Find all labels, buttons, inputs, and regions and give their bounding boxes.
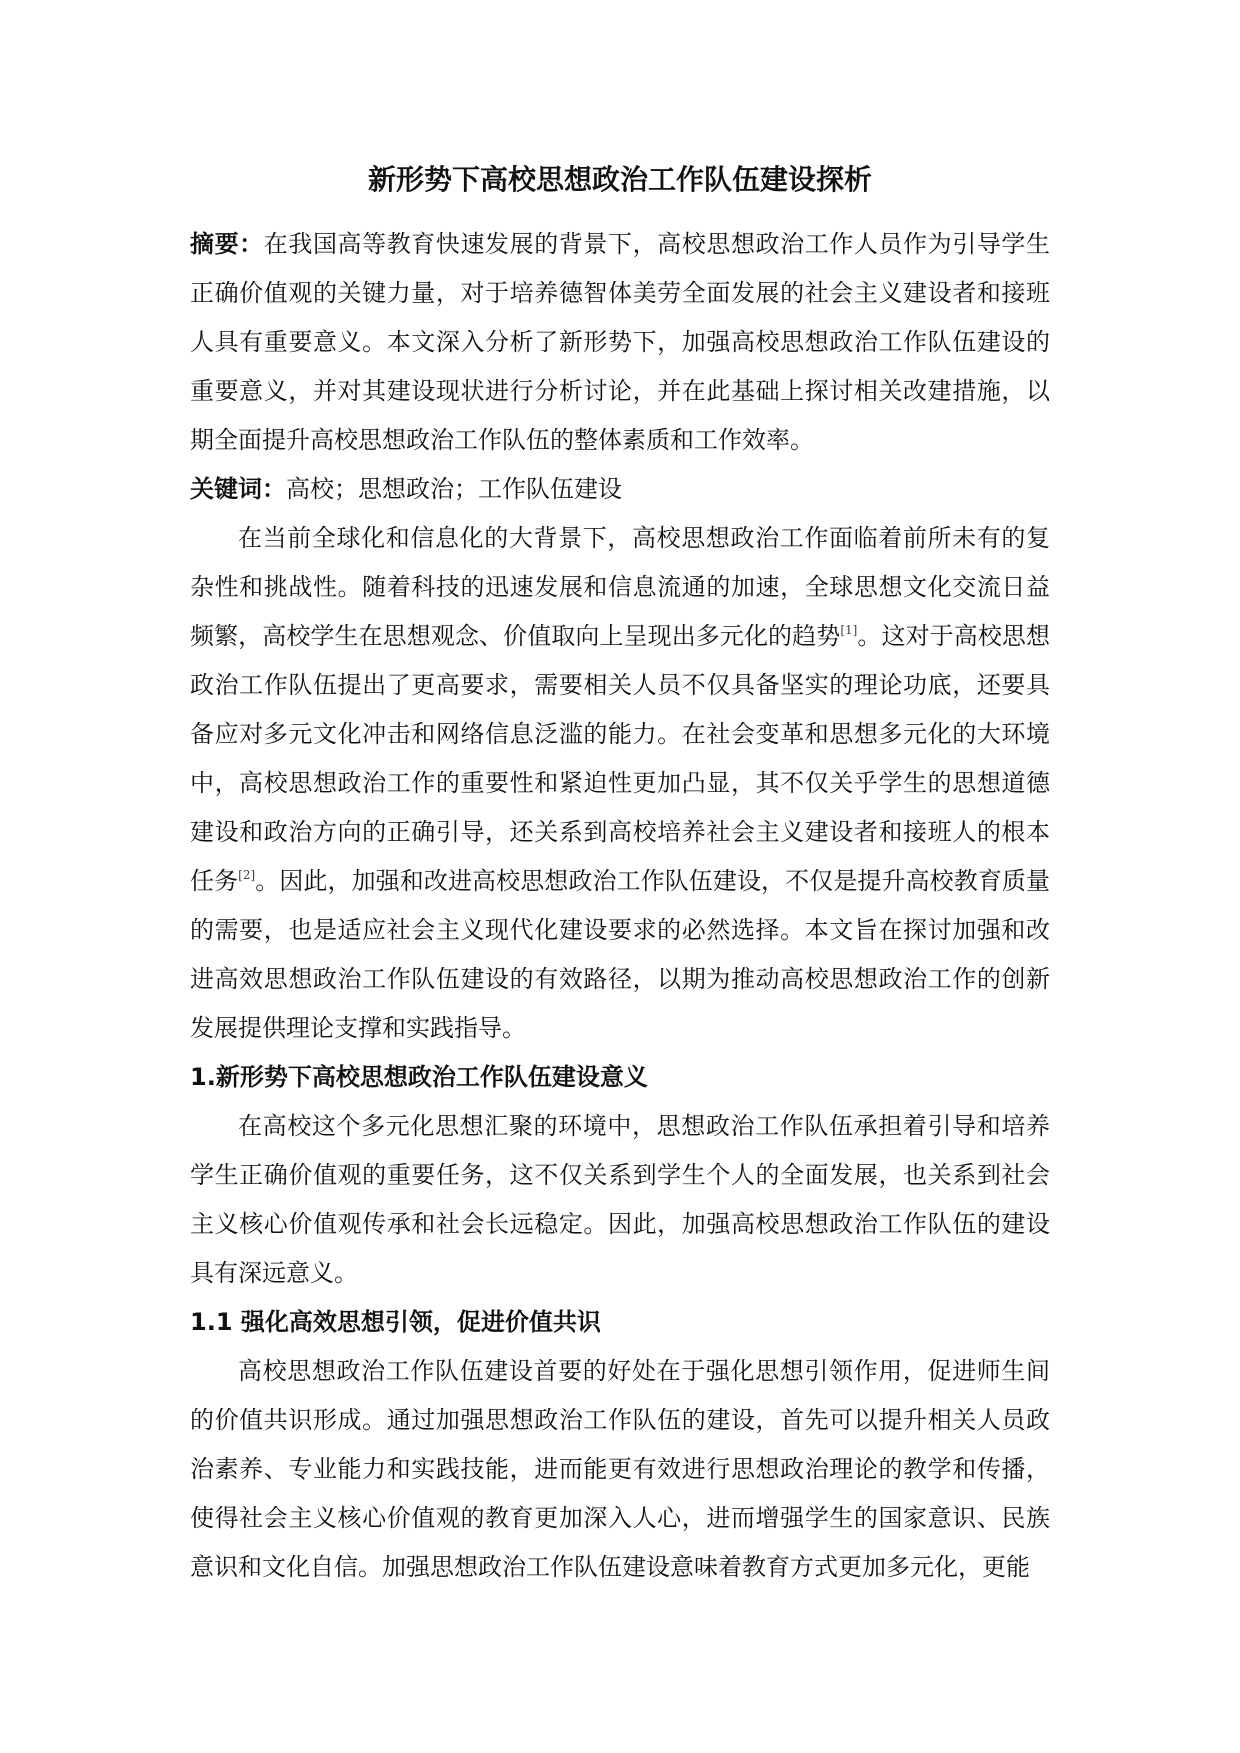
citation-ref-2: [2] xyxy=(238,868,256,882)
keywords-text: 高校；思想政治；工作队伍建设 xyxy=(286,475,622,503)
intro-text-part2: 。这对于高校思想政治工作队伍提出了更高要求，需要相关人员不仅具备坚实的理论功底，还要具备应对多元文化冲击和网络信息泛滥的能力。在社会变革和思想多元化的大环境中，高校思想政治工作的重要性和紧迫性更加凸显，其不仅关乎学生的思想道德建设和政治方向的正确引导，还关系到高校培养社会主义建设者和接班人的根本任务 xyxy=(190,622,1050,895)
intro-text-part1: 在当前全球化和信息化的大背景下，高校思想政治工作面临着前所未有的复杂性和挑战性。随着科技的迅速发展和信息流通的加速，全球思想文化交流日益频繁，高校学生在思想观念、价值取向上呈现出多元化的趋势 xyxy=(190,524,1050,650)
keywords-paragraph xyxy=(190,465,1050,514)
abstract-label: 摘要： xyxy=(190,230,264,258)
abstract-text: 在我国高等教育快速发展的背景下，高校思想政治工作人员作为引导学生正确价值观的关键力量，对于培养德智体美劳全面发展的社会主义建设者和接班人具有重要意义。本文深入分析了新形势下，加强高校思想政治工作队伍建设的重要意义，并对其建设现状进行分析讨论，并在此基础上探讨相关改建措施，以期全面提升高校思想政治工作队伍的整体素质和工作效率。 xyxy=(190,230,1050,454)
paper-body xyxy=(190,220,1050,1592)
section-heading-1: 1.新形势下高校思想政治工作队伍建设意义 xyxy=(190,1063,648,1091)
abstract-paragraph xyxy=(190,220,1050,465)
citation-ref-1: [1] xyxy=(840,623,858,637)
intro-paragraph xyxy=(190,514,1050,1053)
paper-title: 新形势下高校思想政治工作队伍建设探析 xyxy=(367,163,872,196)
keywords-label: 关键词： xyxy=(190,475,286,503)
section-1-1-paragraph: 高校思想政治工作队伍建设首要的好处在于强化思想引领作用，促进师生间的价值共识形成。通过加强思想政治工作队伍的建设，首先可以提升相关人员政治素养、专业能力和实践技能，进而能更有效进行思想政治理论的教学和传播，使得社会主义核心价值观的教育更加深入人心，进而增强学生的国家意识、民族意识和文化自信。加强思想政治工作队伍建设意味着教育方式更加多元化，更能 xyxy=(190,1357,1050,1581)
intro-text-part3: 。因此，加强和改进高校思想政治工作队伍建设，不仅是提升高校教育质量的需要，也是适应社会主义现代化建设要求的必然选择。本文旨在探讨加强和改进高效思想政治工作队伍建设的有效路径，以期为推动高校思想政治工作的创新发展提供理论支撑和实践指导。 xyxy=(190,867,1050,1042)
section-heading-1-1: 1.1 强化高效思想引领，促进价值共识 xyxy=(190,1308,601,1336)
section-1-paragraph: 在高校这个多元化思想汇聚的环境中，思想政治工作队伍承担着引导和培养学生正确价值观的重要任务，这不仅关系到学生个人的全面发展，也关系到社会主义核心价值观传承和社会长远稳定。因此，加强高校思想政治工作队伍的建设具有深远意义。 xyxy=(190,1112,1050,1287)
